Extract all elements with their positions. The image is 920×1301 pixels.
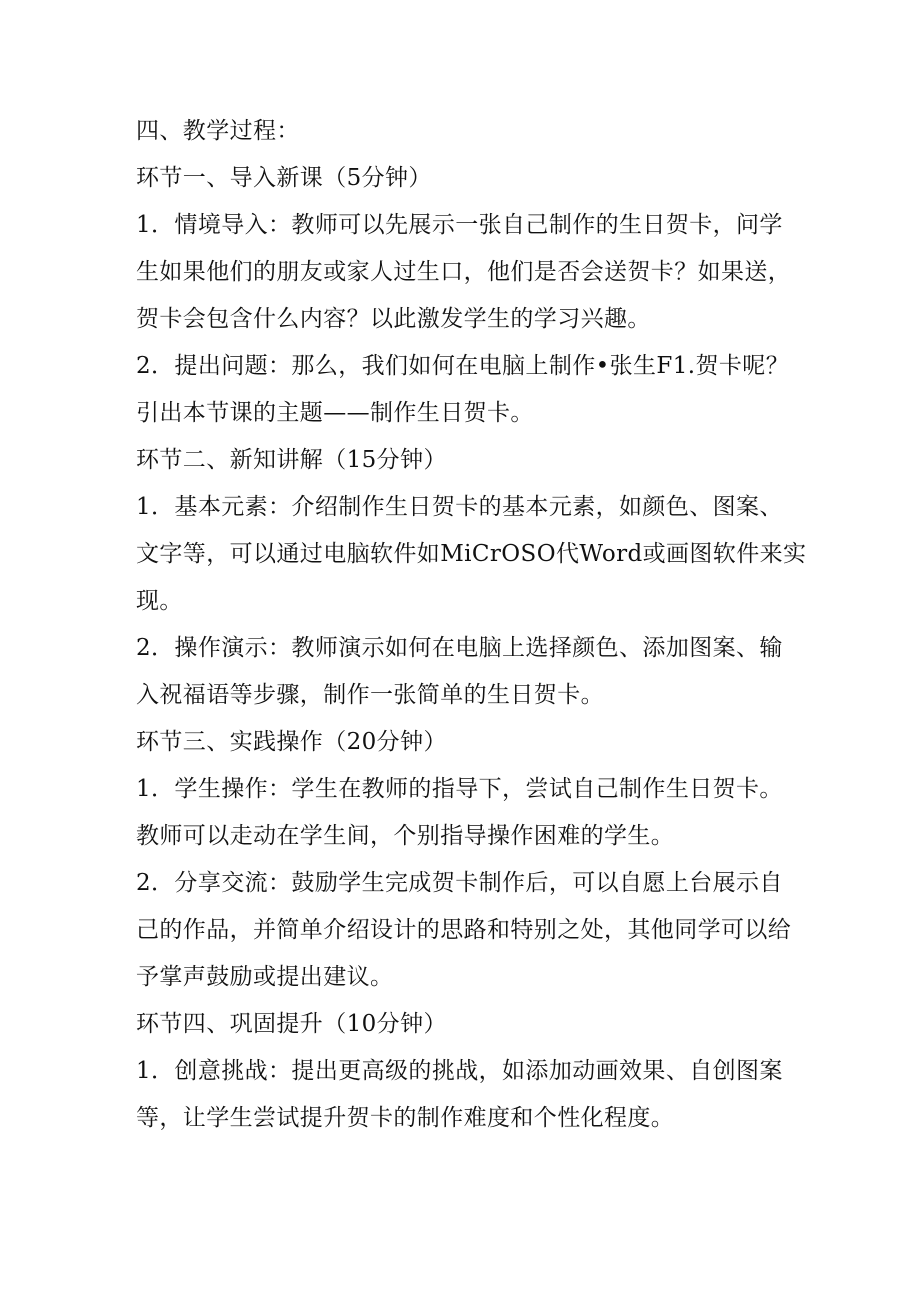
step-heading-2: 环节二、新知讲解（15分钟） xyxy=(136,447,447,473)
paragraph-line: 2．操作演示：教师演示如何在电脑上选择颜色、添加图案、输 xyxy=(136,635,783,661)
paragraph-line: 文字等，可以通过电脑软件如MiCrOSO代Word或画图软件来实 xyxy=(136,541,807,567)
step-heading-1: 环节一、导入新课（5分钟） xyxy=(136,165,432,191)
step-heading-4: 环节四、巩固提升（10分钟） xyxy=(136,1011,447,1037)
paragraph-line: 入祝福语等步骤，制作一张简单的生日贺卡。 xyxy=(136,682,604,708)
paragraph-line: 1．学生操作：学生在教师的指导下，尝试自己制作生日贺卡。 xyxy=(136,776,783,802)
paragraph-line: 2．分享交流：鼓励学生完成贺卡制作后，可以自愿上台展示自 xyxy=(136,870,783,896)
paragraph-line: 予掌声鼓励或提出建议。 xyxy=(136,964,394,990)
paragraph-line: 生如果他们的朋友或家人过生口，他们是否会送贺卡？如果送， xyxy=(136,259,792,285)
paragraph-line: 教师可以走动在学生间，个别指导操作困难的学生。 xyxy=(136,823,675,849)
paragraph-line: 己的作品，并简单介绍设计的思路和特别之处，其他同学可以给 xyxy=(136,917,792,943)
paragraph-line: 1．情境导入：教师可以先展示一张自己制作的生日贺卡，问学 xyxy=(136,212,783,238)
section-heading-teaching-process: 四、教学过程： xyxy=(136,118,300,144)
paragraph-line: 引出本节课的主题——制作生日贺卡。 xyxy=(136,400,534,426)
paragraph-line: 1．基本元素：介绍制作生日贺卡的基本元素，如颜色、图案、 xyxy=(136,494,783,520)
document-body xyxy=(136,108,807,1142)
paragraph-line: 贺卡会包含什么内容？以此激发学生的学习兴趣。 xyxy=(136,306,651,332)
paragraph-line: 1．创意挑战：提出更高级的挑战，如添加动画效果、自创图案 xyxy=(136,1058,783,1084)
paragraph-line: 等，让学生尝试提升贺卡的制作难度和个性化程度。 xyxy=(136,1105,675,1131)
step-heading-3: 环节三、实践操作（20分钟） xyxy=(136,729,447,755)
paragraph-line: 现。 xyxy=(136,588,183,614)
paragraph-line: 2．提出问题：那么，我们如何在电脑上制作•张生F1.贺卡呢？ xyxy=(136,353,790,379)
